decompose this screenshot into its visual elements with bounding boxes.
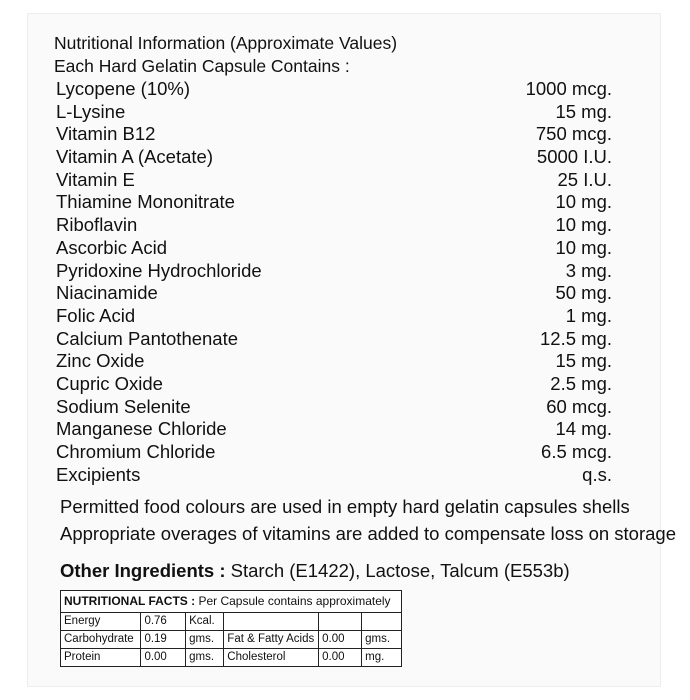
ingredient-row [56, 396, 612, 419]
ingredient-amount: 6.5 mcg. [541, 441, 612, 462]
ingredient-amount: 2.5 mg. [550, 372, 612, 394]
nutrition-heading: Nutritional Information (Approximate Values) [54, 33, 398, 53]
facts-cell: 0.19 [141, 631, 186, 649]
ingredient-row [56, 237, 612, 260]
facts-cell: 0.76 [141, 613, 186, 631]
ingredient-list [56, 78, 612, 486]
ingredient-amount: 1 mg. [565, 304, 612, 326]
overages-note: Appropriate overages of vitamins are added to compensate loss on storage [60, 523, 677, 544]
facts-row [61, 649, 402, 667]
ingredient-name: Riboflavin [56, 214, 138, 236]
ingredient-name: Manganese Chloride [56, 418, 227, 440]
other-ingredients-value: Starch (E1422), Lactose, Talcum (E553b) [225, 560, 570, 581]
other-ingredients [60, 559, 570, 583]
ingredient-row [56, 123, 612, 146]
ingredient-row [56, 350, 612, 373]
ingredient-amount: 750 mcg. [535, 123, 612, 145]
facts-subtitle: Per Capsule contains approximately [195, 594, 391, 608]
ingredient-row [56, 418, 612, 441]
ingredient-amount: 25 I.U. [557, 168, 612, 190]
ingredient-row [56, 260, 612, 283]
facts-cell: Protein [61, 649, 141, 667]
facts-cell: gms. [186, 631, 224, 649]
ingredient-name: Chromium Chloride [56, 441, 216, 462]
ingredient-amount: 5000 I.U. [536, 146, 612, 168]
ingredient-row [56, 214, 612, 237]
ingredient-name: Pyridoxine Hydrochloride [56, 259, 262, 281]
facts-row [61, 613, 402, 631]
ingredient-amount: 14 mg. [555, 418, 612, 440]
facts-cell: 0.00 [319, 631, 362, 649]
facts-cell [362, 613, 402, 631]
ingredient-name: Thiamine Mononitrate [56, 191, 235, 213]
ingredient-amount: 10 mg. [555, 191, 612, 213]
ingredient-row [56, 373, 612, 396]
ingredient-name: Sodium Selenite [56, 395, 191, 417]
capsule-contains-heading: Each Hard Gelatin Capsule Contains : [54, 56, 350, 76]
facts-cell: Kcal. [186, 613, 224, 631]
ingredient-row [56, 328, 612, 351]
ingredient-amount: 60 mcg. [546, 395, 612, 417]
ingredient-row [56, 464, 612, 487]
other-ingredients-label: Other Ingredients : [60, 560, 226, 581]
ingredient-amount: 50 mg. [555, 282, 612, 304]
ingredient-name: Vitamin A (Acetate) [56, 146, 213, 168]
ingredient-row [56, 101, 612, 124]
ingredient-name: L-Lysine [56, 100, 126, 122]
ingredient-name: Lycopene (10%) [56, 78, 191, 99]
food-colours-note: Permitted food colours are used in empty hard gelatin capsules shells [60, 496, 630, 517]
facts-row [61, 631, 402, 649]
ingredient-row [56, 441, 612, 464]
ingredient-amount: 10 mg. [555, 236, 612, 258]
facts-cell: Fat & Fatty Acids [224, 631, 319, 649]
ingredient-amount: 3 mg. [565, 259, 612, 281]
facts-cell [319, 613, 362, 631]
ingredient-row [56, 305, 612, 328]
ingredient-amount: q.s. [582, 463, 612, 485]
ingredient-row [56, 146, 612, 169]
ingredient-name: Vitamin B12 [56, 123, 156, 145]
ingredient-amount: 10 mg. [555, 214, 612, 236]
ingredient-amount: 12.5 mg. [540, 327, 612, 349]
ingredient-row [56, 191, 612, 214]
ingredient-amount: 15 mg. [555, 350, 612, 372]
ingredient-amount: 1000 mcg. [525, 78, 612, 99]
facts-cell: 0.00 [141, 649, 186, 667]
facts-cell: gms. [186, 649, 224, 667]
ingredient-name: Vitamin E [56, 168, 135, 190]
facts-title: NUTRITIONAL FACTS : [64, 594, 196, 608]
ingredient-amount: 15 mg. [555, 100, 612, 122]
facts-cell: Carbohydrate [61, 631, 141, 649]
nutritional-facts-table [60, 590, 402, 667]
facts-cell: Cholesterol [224, 649, 319, 667]
facts-cell: gms. [362, 631, 402, 649]
ingredient-name: Ascorbic Acid [56, 236, 168, 258]
ingredient-name: Niacinamide [56, 282, 158, 304]
ingredient-row [56, 78, 612, 101]
facts-cell: Energy [61, 613, 141, 631]
facts-cell: mg. [362, 649, 402, 667]
ingredient-row [56, 282, 612, 305]
ingredient-name: Zinc Oxide [56, 350, 145, 372]
facts-cell: 0.00 [319, 649, 362, 667]
facts-title-cell [61, 591, 402, 613]
facts-title-row [61, 591, 402, 613]
ingredient-name: Cupric Oxide [56, 372, 163, 394]
ingredient-row [56, 169, 612, 192]
ingredient-name: Folic Acid [56, 304, 136, 326]
ingredient-name: Calcium Pantothenate [56, 327, 239, 349]
ingredient-name: Excipients [56, 463, 141, 485]
facts-cell [224, 613, 319, 631]
